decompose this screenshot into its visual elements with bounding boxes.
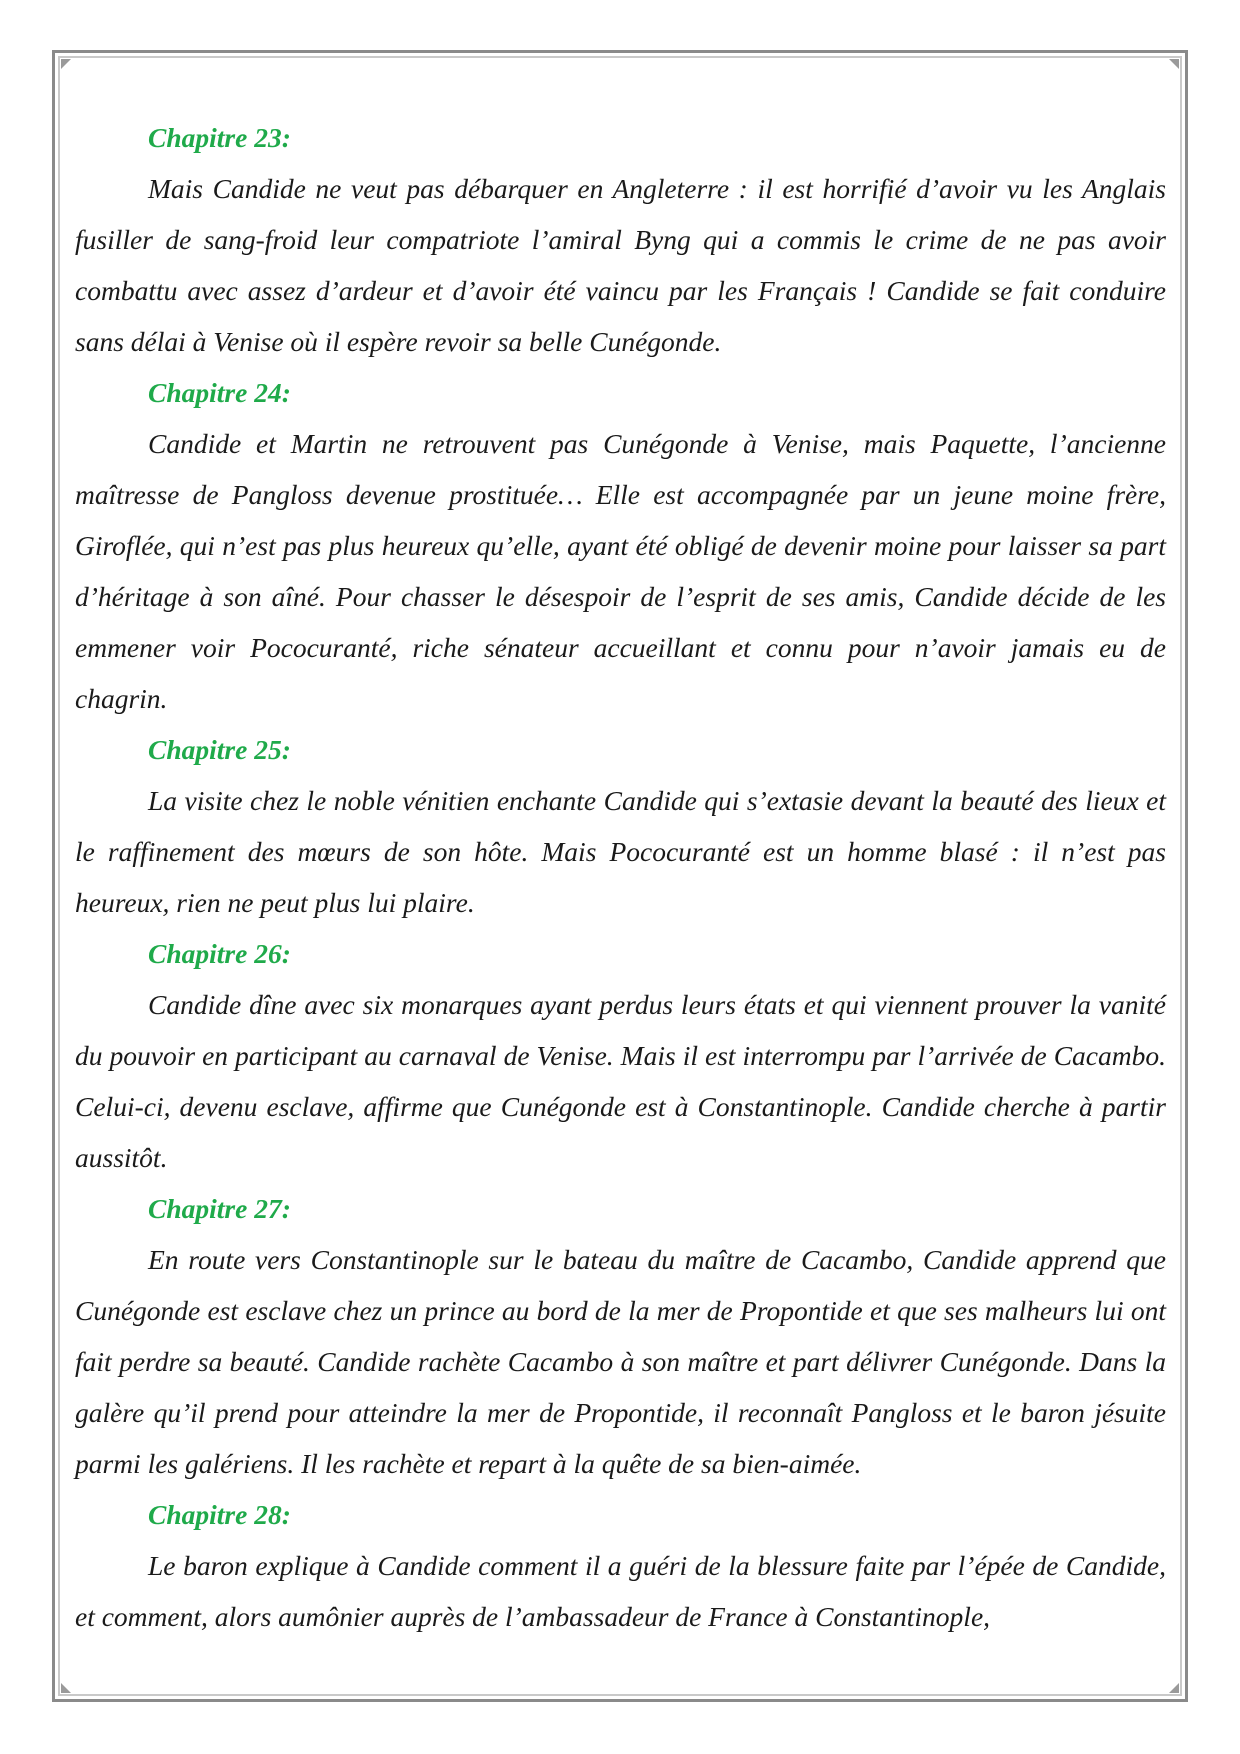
chapter-24-section <box>75 367 1166 724</box>
chapter-heading: Chapitre 27: <box>148 1193 291 1224</box>
chapter-summary: La visite chez le noble vénitien enchante Candide qui s’extasie devant la beauté des lieux et le raffinement des mœurs de son hôte. Mais Pococuranté est un homme blasé : il n’est pas heureux, rien ne peut plus lui plaire. <box>75 785 1166 918</box>
chapter-summary: Mais Candide ne veut pas débarquer en Angleterre : il est horrifié d’avoir vu les Anglais fusiller de sang-froid leur compatriote l’amiral Byng qui a commis le crime de ne pas avoir combattu avec assez d’ardeur et d’avoir été vaincu par les Français ! Candide se fait conduire sans délai à Venise où il espère revoir sa belle Cunégonde. <box>75 173 1166 357</box>
corner-ornament-icon <box>1169 59 1179 69</box>
corner-ornament-icon <box>61 1683 71 1693</box>
corner-ornament-icon <box>61 59 71 69</box>
chapter-summary: Le baron explique à Candide comment il a guéri de la blessure faite par l’épée de Candide, et comment, alors aumônier auprès de l’ambassadeur de France à Constantinople, <box>75 1550 1166 1632</box>
chapter-23-section <box>75 112 1166 367</box>
chapter-heading: Chapitre 24: <box>148 377 291 408</box>
chapter-heading: Chapitre 26: <box>148 938 291 969</box>
chapter-heading: Chapitre 23: <box>148 122 291 153</box>
document-body <box>75 112 1166 1642</box>
chapter-27-section <box>75 1183 1166 1489</box>
chapter-26-section <box>75 928 1166 1183</box>
chapter-summary: En route vers Constantinople sur le bateau du maître de Cacambo, Candide apprend que Cunégonde est esclave chez un prince au bord de la mer de Propontide et que ses malheurs lui ont fait perdre sa beauté. Candide rachète Cacambo à son maître et part délivrer Cunégonde. Dans la galère qu’il prend pour atteindre la mer de Propontide, il reconnaît Pangloss et le baron jésuite parmi les galériens. Il les rachète et repart à la quête de sa bien-aimée. <box>75 1244 1166 1479</box>
chapter-heading: Chapitre 28: <box>148 1499 291 1530</box>
chapter-summary: Candide et Martin ne retrouvent pas Cunégonde à Venise, mais Paquette, l’ancienne maîtresse de Pangloss devenue prostituée… Elle est accompagnée par un jeune moine frère, Giroflée, qui n’est pas plus heureux qu’elle, ayant été obligé de devenir moine pour laisser sa part d’héritage à son aîné. Pour chasser le désespoir de l’esprit de ses amis, Candide décide de les emmener voir Pococuranté, riche sénateur accueillant et connu pour n’avoir jamais eu de chagrin. <box>75 428 1166 714</box>
chapter-heading: Chapitre 25: <box>148 734 291 765</box>
chapter-summary: Candide dîne avec six monarques ayant perdus leurs états et qui viennent prouver la vanité du pouvoir en participant au carnaval de Venise. Mais il est interrompu par l’arrivée de Cacambo. Celui-ci, devenu esclave, affirme que Cunégonde est à Constantinople. Candide cherche à partir aussitôt. <box>75 989 1166 1173</box>
chapter-25-section <box>75 724 1166 928</box>
chapter-28-section <box>75 1489 1166 1642</box>
corner-ornament-icon <box>1169 1683 1179 1693</box>
